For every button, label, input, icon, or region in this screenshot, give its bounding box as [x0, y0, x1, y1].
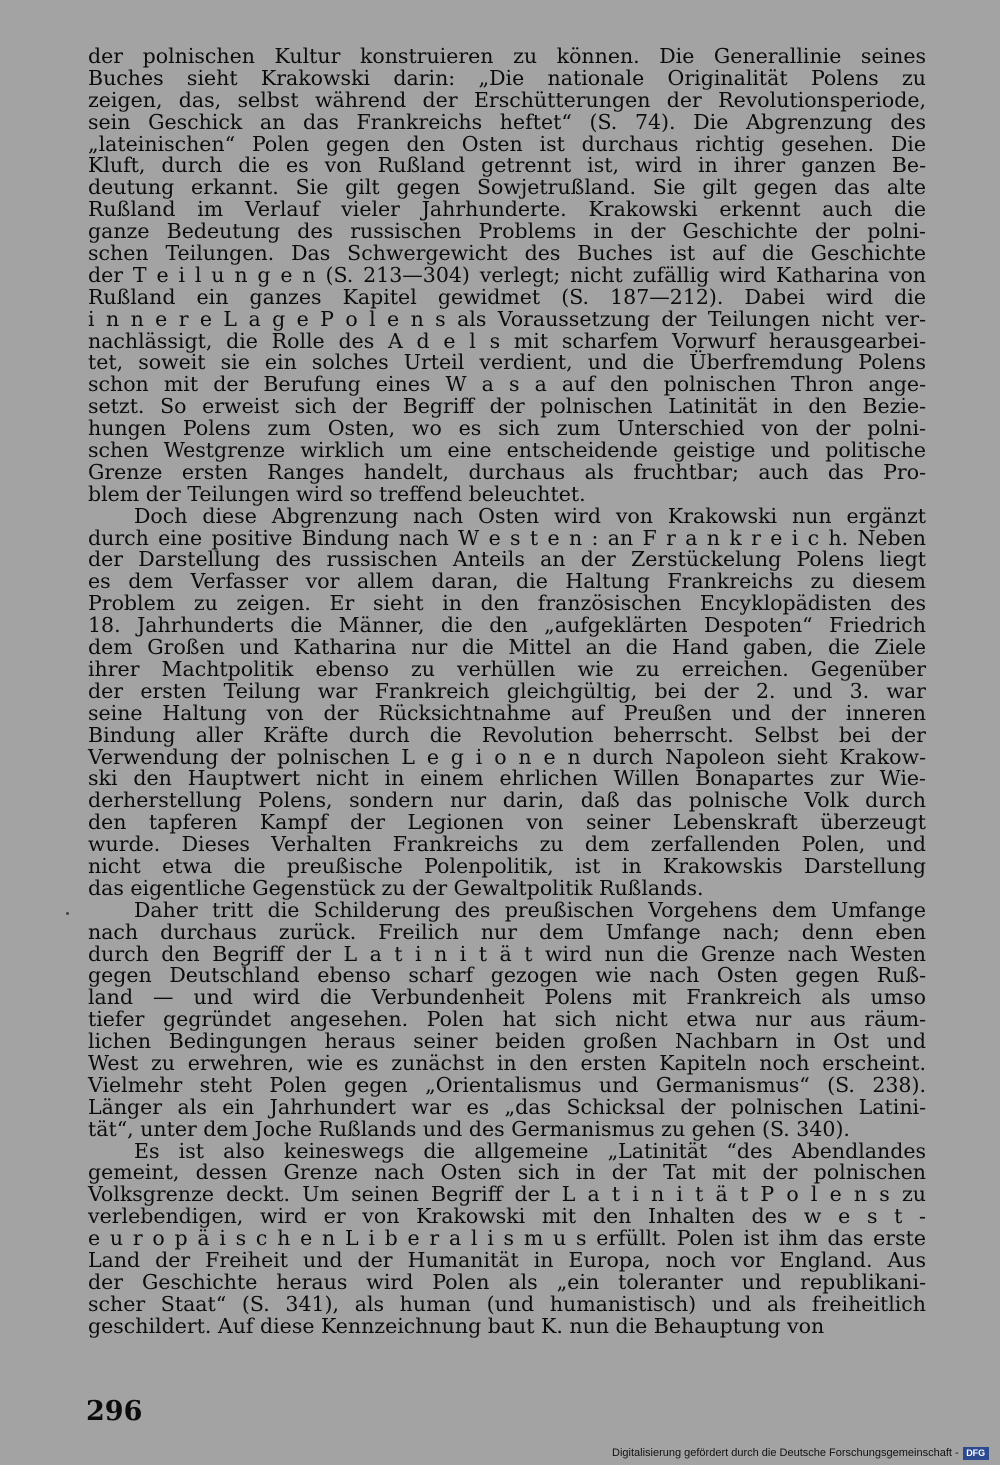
text-line: Land der Freiheit und der Humanität in Europa, noch vor England. Aus [88, 1247, 926, 1272]
footer-credit-text: Digitalisierung gefördert durch die Deutsche Forschungsgemeinschaft - [612, 1447, 959, 1459]
text-line: verlebendigen, wird er von Krakowski mit den Inhalten des w e s t - [88, 1204, 926, 1229]
text-line: der Geschichte heraus wird Polen als „ein toleranter und republikani- [88, 1269, 926, 1294]
text-line: Grenze ersten Ranges handelt, durchaus als fruchtbar; auch das Pro- [88, 459, 926, 484]
text-line: der polnischen Kultur konstruieren zu können. Die Generallinie seines [88, 44, 926, 68]
text-line: West zu erwehren, wie es zunächst in den ersten Kapiteln noch erscheint. [88, 1050, 926, 1075]
text-line: schen Teilungen. Das Schwergewicht des Buches ist auf die Geschichte [88, 241, 926, 266]
text-line: seine Haltung von der Rücksichtnahme auf Preußen und der inneren [88, 700, 926, 725]
text-line: Kluft, durch die es von Rußland getrennt ist, wird in ihrer ganzen Be- [88, 153, 926, 178]
text-line: Vielmehr steht Polen gegen „Orientalismus und Germanismus“ (S. 238). [88, 1072, 926, 1097]
text-line: ihrer Machtpolitik ebenso zu verhüllen wie zu erreichen. Gegenüber [88, 656, 926, 681]
text-line: sein Geschick an das Frankreichs heftet“ (S. 74). Die Abgrenzung des [88, 109, 926, 134]
text-line: Buches sieht Krakowski darin: „Die nationale Originalität Polens zu [88, 65, 926, 90]
text-line: den tapferen Kampf der Legionen von seiner Lebenskraft überzeugt [88, 810, 926, 835]
text-line: ganze Bedeutung des russischen Problems in der Geschichte der polni- [88, 219, 926, 244]
text-line: der Darstellung des russischen Anteils an der Zerstückelung Polens liegt [88, 547, 926, 572]
text-line: nach durchaus zurück. Freilich nur dem Umfange nach; denn eben [88, 919, 926, 944]
footer-credit [612, 1446, 989, 1460]
text-line: durch den Begriff der L a t i n i t ä t wird nun die Grenze nach Westen [88, 941, 926, 966]
text-line: Rußland im Verlauf vieler Jahrhunderte. Krakowski erkennt auch die [88, 197, 926, 222]
paragraph [88, 46, 926, 506]
text-line: lichen Bedingungen heraus seiner beiden großen Nachbarn in Ost und [88, 1029, 926, 1054]
text-line: hungen Polens zum Osten, wo es sich zum Unterschied von der polni- [88, 416, 926, 441]
text-line: Verwendung der polnischen L e g i o n e n durch Napoleon sieht Krakow- [88, 744, 926, 769]
text-line: schen Westgrenze wirklich um eine entscheidende geistige und politische [88, 438, 926, 463]
paragraph [88, 1138, 926, 1338]
text-line: derherstellung Polens, sondern nur darin, daß das polnische Volk durch [88, 788, 926, 813]
text-line: gemeint, dessen Grenze nach Osten sich in der Tat mit der polnischen [88, 1160, 926, 1185]
text-line: setzt. So erweist sich der Begriff der polnischen Latinität in den Bezie- [88, 394, 926, 419]
text-line: i n n e r e L a g e P o l e n s als Voraussetzung der Teilungen nicht ver- [88, 306, 926, 331]
page-number: 296 [86, 1396, 143, 1427]
text-line: durch eine positive Bindung nach W e s t e n : an F r a n k r e i c h. Neben [88, 525, 926, 550]
text-line: schon mit der Berufung eines W a s a auf den polnischen Thron ange- [88, 372, 926, 397]
text-line: scher Staat“ (S. 341), als human (und humanistisch) und als freiheitlich [88, 1291, 926, 1316]
text-line: Länger als ein Jahrhundert war es „das Schicksal der polnischen Latini- [88, 1094, 926, 1119]
text-line: nicht etwa die preußische Polenpolitik, ist in Krakowskis Darstellung [88, 853, 926, 878]
text-line: Daher tritt die Schilderung des preußischen Vorgehens dem Umfange [134, 897, 926, 922]
dfg-logo-icon: DFG [963, 1447, 989, 1460]
text-line: der ersten Teilung war Frankreich gleichgültig, bei der 2. und 3. war [88, 678, 926, 703]
text-line: Es ist also keineswegs die allgemeine „Latinität “des Abendlandes [134, 1138, 926, 1163]
text-line: es dem Verfasser vor allem daran, die Haltung Frankreichs zu diesem [88, 569, 926, 594]
text-line: Bindung aller Kräfte durch die Revolution beherrscht. Selbst bei der [88, 722, 926, 747]
text-line: zeigen, das, selbst während der Erschütterungen der Revolutionsperiode, [88, 87, 926, 112]
text-line: Problem zu zeigen. Er sieht in den französischen Encyklopädisten des [88, 591, 926, 616]
text-line: geschildert. Auf diese Kennzeichnung baut K. nun die Behauptung von [88, 1313, 825, 1338]
text-line: „lateinischen“ Polen gegen den Osten ist durchaus richtig gesehen. Die [88, 131, 926, 156]
text-line: land — und wird die Verbundenheit Polens mit Frankreich als umso [88, 985, 926, 1010]
text-line: blem der Teilungen wird so treffend beleuchtet. [88, 481, 586, 506]
body-text [88, 46, 926, 1338]
paragraph [88, 503, 926, 900]
text-line: wurde. Dieses Verhalten Frankreichs zu dem zerfallenden Polen, und [88, 832, 926, 857]
text-line: dem Großen und Katharina nur die Mittel an die Hand gaben, die Ziele [88, 635, 926, 660]
text-line: Rußland ein ganzes Kapitel gewidmet (S. 187—212). Dabei wird die [88, 284, 926, 309]
text-line: tät“, unter dem Joche Rußlands und des Germanismus zu gehen (S. 340). [88, 1116, 850, 1141]
text-line: tet, soweit sie ein solches Urteil verdient, und die Überfremdung Polens [88, 350, 926, 375]
text-line: der T e i l u n g e n (S. 213—304) verlegt; nicht zufällig wird Katharina von [88, 262, 926, 287]
text-line: das eigentliche Gegenstück zu der Gewaltpolitik Rußlands. [88, 875, 704, 900]
text-line: nachlässigt, die Rolle des A d e l s mit scharfem Vorwurf herausgearbei- [88, 328, 926, 353]
margin-mark [66, 912, 69, 915]
text-line: 18. Jahrhunderts die Männer, die den „aufgeklärten Despoten“ Friedrich [88, 613, 926, 638]
text-line: tiefer gegründet angesehen. Polen hat sich nicht etwa nur aus räum- [88, 1007, 926, 1032]
text-line: e u r o p ä i s c h e n L i b e r a l i s m u s erfüllt. Polen ist ihm das erste [88, 1226, 926, 1251]
paragraph [88, 897, 926, 1141]
text-line: Doch diese Abgrenzung nach Osten wird von Krakowski nun ergänzt [134, 503, 926, 528]
text-line: Volksgrenze deckt. Um seinen Begriff der L a t i n i t ä t P o l e n s zu [88, 1182, 926, 1207]
text-line: ski den Hauptwert nicht in einem ehrlichen Willen Bonapartes zur Wie- [88, 766, 926, 791]
text-line: gegen Deutschland ebenso scharf gezogen wie nach Osten gegen Ruß- [88, 963, 926, 988]
text-line: deutung erkannt. Sie gilt gegen Sowjetrußland. Sie gilt gegen das alte [88, 175, 926, 200]
